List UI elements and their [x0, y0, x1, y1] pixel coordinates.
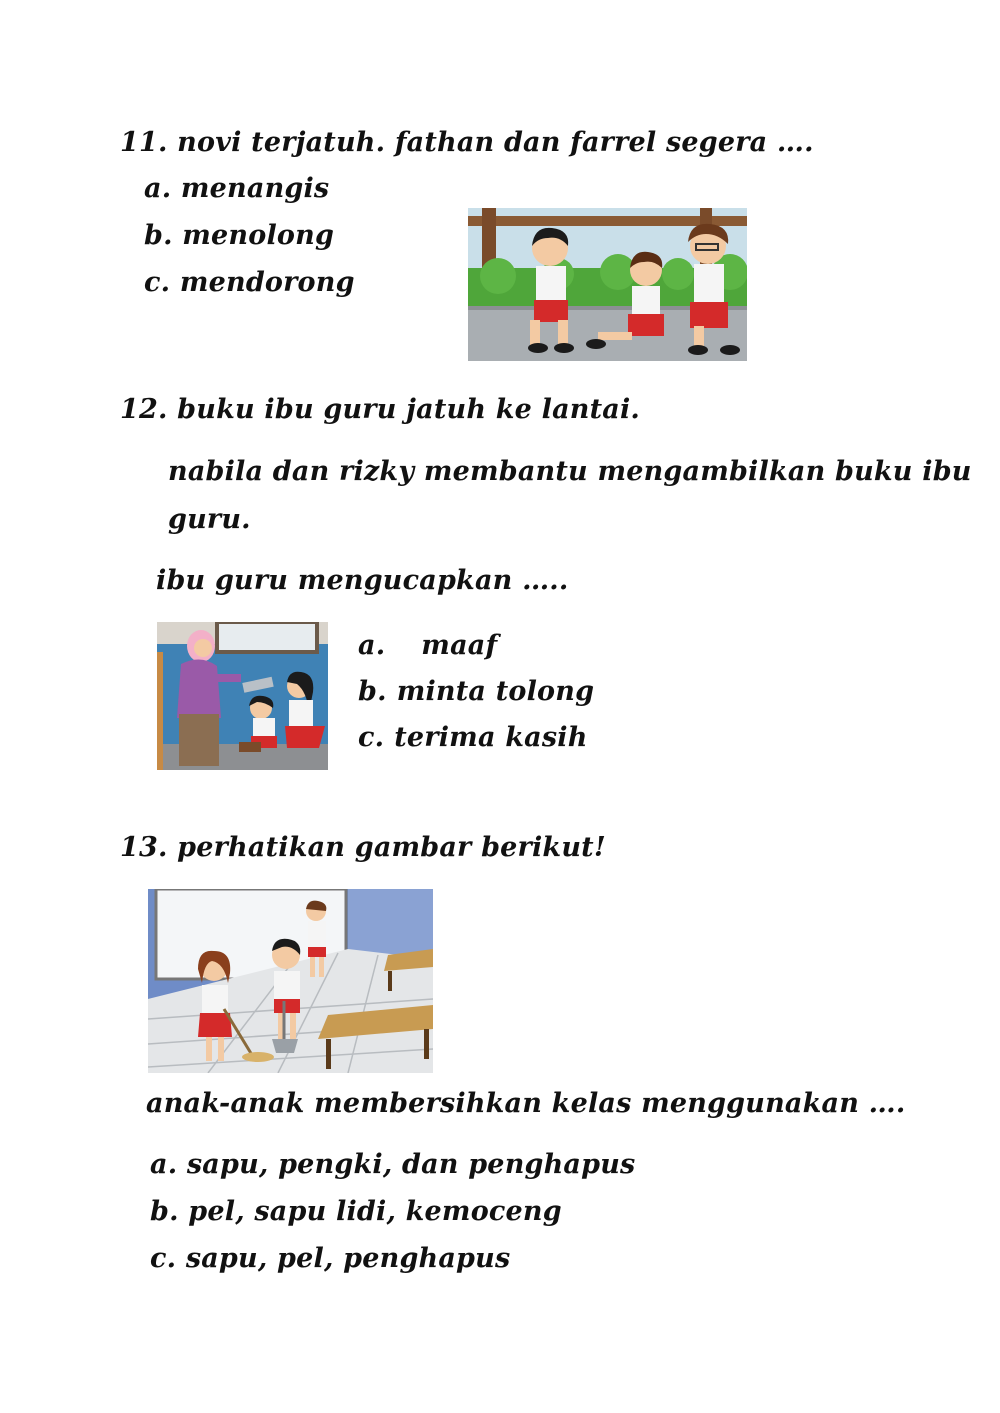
q13-question: 13. perhatikan gambar berikut! [120, 832, 606, 863]
q12-option-a-text: maaf [421, 630, 498, 661]
q13-illustration-classroom-cleaning [148, 889, 433, 1073]
q13-option-a[interactable]: a. sapu, pengki, dan penghapus [150, 1149, 636, 1180]
q12-question-line4: ibu guru mengucapkan ….. [156, 565, 569, 596]
q12-option-a[interactable] [358, 629, 497, 663]
q12-option-b-letter: b. [358, 676, 387, 707]
q12-option-b[interactable] [358, 675, 594, 709]
q12-illustration-teacher-book [157, 622, 328, 770]
q12-option-a-letter: a. [358, 630, 386, 661]
q11-option-b[interactable]: b. menolong [144, 220, 335, 251]
q12-question-line1: 12. buku ibu guru jatuh ke lantai. [120, 394, 641, 425]
q13-option-b[interactable]: b. pel, sapu lidi, kemoceng [150, 1196, 562, 1227]
q12-option-c[interactable] [358, 721, 588, 755]
q12-option-c-text: terima kasih [394, 722, 588, 753]
q12-question-line2: nabila dan rizky membantu mengambilkan buku ibu [168, 456, 972, 487]
q11-question: 11. novi terjatuh. fathan dan farrel segera …. [120, 127, 814, 158]
q12-question-line3: guru. [168, 504, 251, 535]
q11-option-c[interactable]: c. mendorong [144, 267, 355, 298]
q13-option-c[interactable]: c. sapu, pel, penghapus [150, 1243, 511, 1274]
q13-prompt: anak-anak membersihkan kelas menggunakan …. [146, 1088, 906, 1119]
q11-illustration-children-helping [468, 208, 747, 361]
q12-option-b-text: minta tolong [396, 676, 595, 707]
q11-option-a[interactable]: a. menangis [144, 173, 330, 204]
q12-option-c-letter: c. [358, 722, 385, 753]
